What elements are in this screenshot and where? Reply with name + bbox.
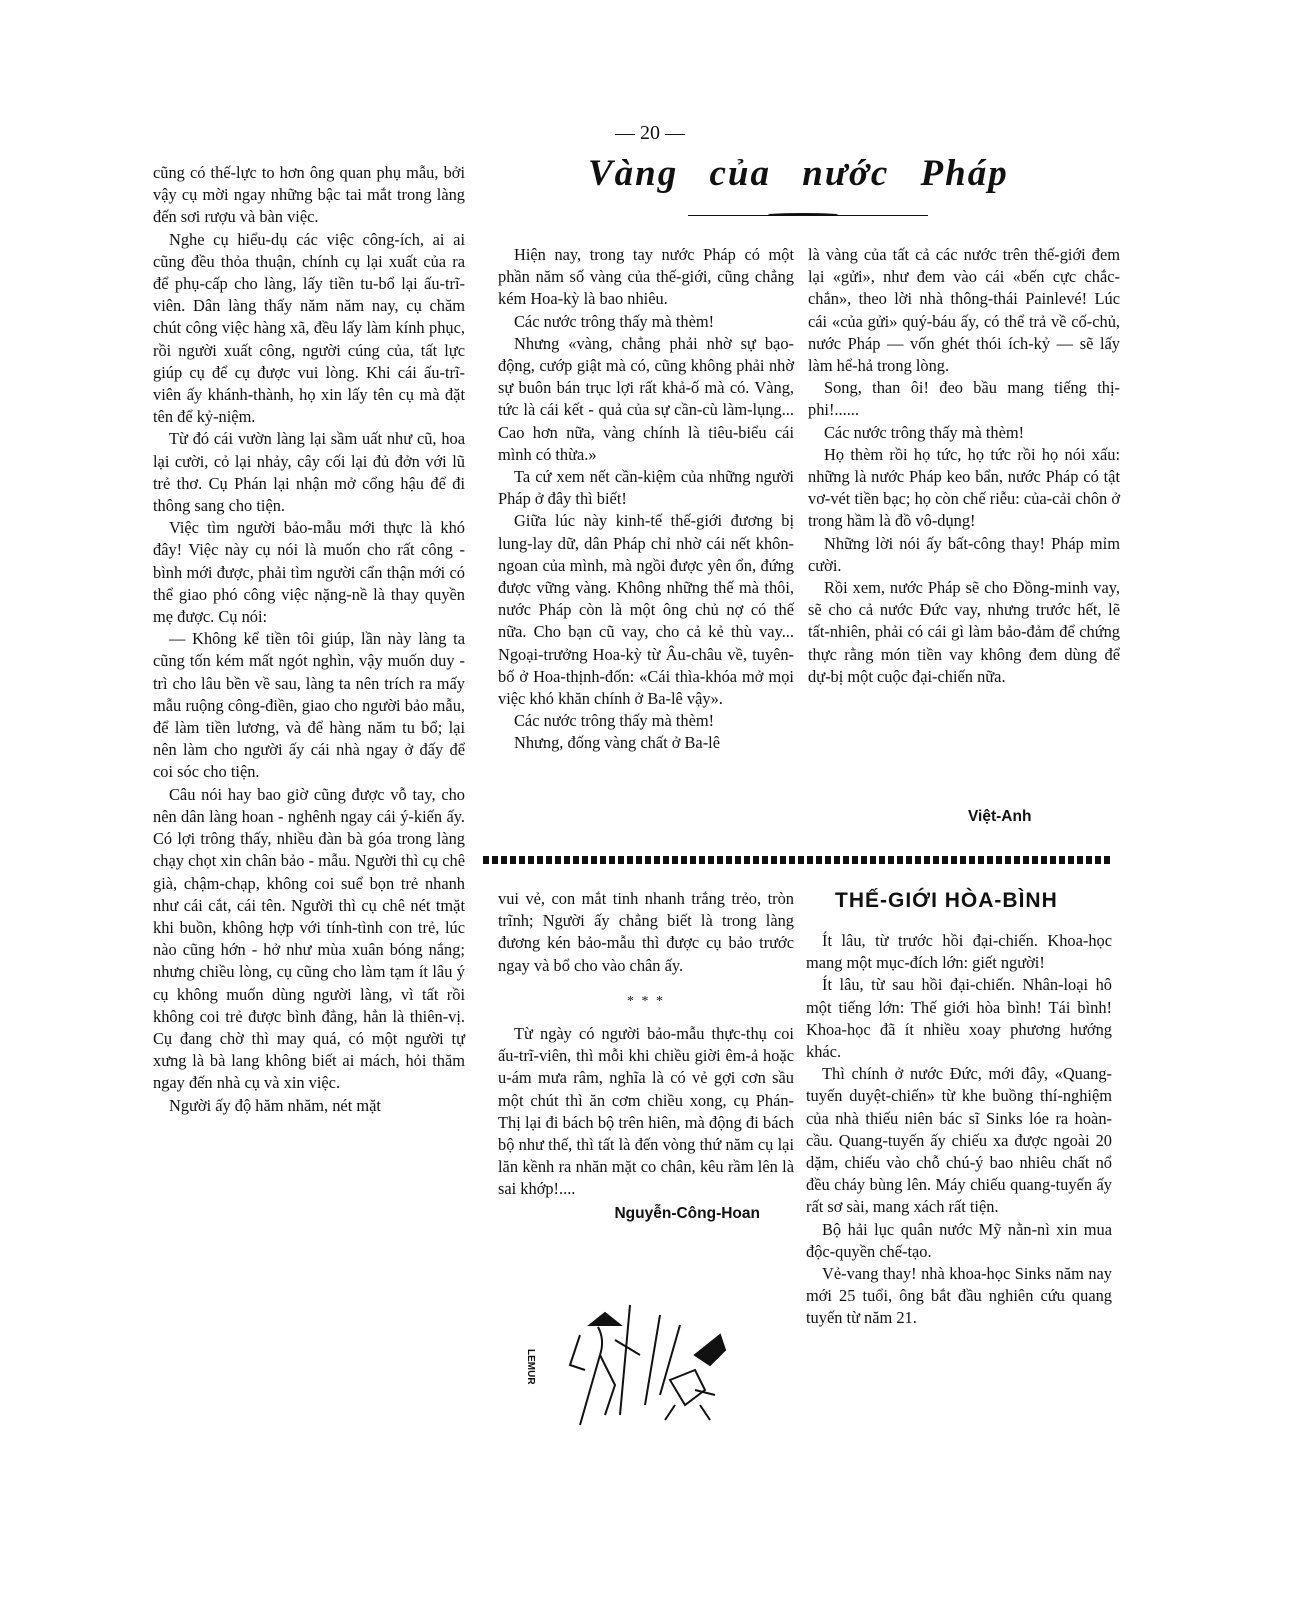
- article-paragraph: Ít lâu, từ trước hồi đại-chiến. Khoa-học mang một mục-đích lớn: giết người!: [806, 931, 1112, 973]
- article-paragraph: Các nước trông thấy mà thèm!: [514, 711, 715, 731]
- peace-article-column: [806, 930, 1112, 1330]
- article-paragraph: Ít lâu, từ sau hồi đại-chiến. Nhân-loại hô một tiếng lớn: Thế giới hòa bình! Tái bình! Khoa-học đã ít nhiều xoay phương hướng khác.: [806, 975, 1112, 1062]
- story-paragraph: Câu nói hay bao giờ cũng được vỗ tay, cho nên dân làng hoan - nghênh ngay cái ý-kiến ấy. Có lợi trông thấy, nhiều đàn bà góa trong làng chạy chọt xin chân bảo - mẫu. Người thì cụ chê già, chậm-chạp, không coi suể bọn trẻ nhanh như cái cắt, cái tên. Người thì cụ chê nét tmặt khi buồn, không hợp với tính-tình con trẻ, lúc nào cũng hớn - hở như mùa xuân bóng nắng; nhưng chiều lòng, cụ cũng cho làm tạm ít lâu ý cụ không muốn dùng người làng, vì tất rồi không coi trẻ được bình đẳng, hẳn là thiên-vị. Cụ đang chờ thì may quá, có một người tự xưng là bà lang không biết ai mách, hỏi thăm ngay đến nhà cụ và xin việc.: [153, 784, 465, 1093]
- sketch-signature: LEMUR: [525, 1349, 536, 1385]
- gold-article-column-2: [808, 244, 1120, 688]
- story-paragraph: Từ đó cái vườn làng lại sầm uất như cũ, hoa lại cười, cỏ lại nhảy, cây cối lại đủ đởn với lũ trẻ thơ. Cụ Phán lại nhận mở cổng hậu để đi thông sang cho tiện.: [153, 429, 465, 516]
- article-paragraph: Song, than ôi! đeo bầu mang tiếng thị-phi!......: [808, 378, 1120, 420]
- story-left-column: [153, 162, 465, 1117]
- article-paragraph: Nhưng, đống vàng chất ở Ba-lê: [514, 733, 720, 753]
- page-number: — 20 —: [615, 122, 685, 144]
- story-paragraph: vui vẻ, con mắt tinh nhanh trắng trẻo, tròn trĩnh; Người ấy chẳng biết là trong làng đương kén bảo-mẫu thì được cụ bảo trước ngay và bổ cho vào chân ấy.: [498, 889, 794, 975]
- story-paragraph: Việc tìm người bảo-mẫu mới thực là khó đây! Việc này cụ nói là muốn cho rất công - bình mới được, phải tìm người cẩn thận mới có thể giao phó công việc nặng-nề là thay quyền mẹ được. Cụ nói:: [153, 518, 465, 627]
- article-author-signature: Việt-Anh: [968, 808, 1032, 825]
- article-paragraph: Hiện nay, trong tay nước Pháp có một phần năm số vàng của thế-giới, cũng chẳng kém Hoa-kỳ là bao nhiêu.: [498, 245, 794, 309]
- article-title-gold: Vàng của nước Pháp: [588, 153, 1009, 194]
- star-separator: * * *: [627, 993, 665, 1009]
- article-paragraph: Họ thèm rồi họ tức, họ tức rồi họ nói xấu: những là nước Pháp keo bẩn, nước Pháp có tật vơ-vét tiền bạc; họ còn chế riễu: của-cải chôn ở trong hầm là đồ vô-dụng!: [808, 444, 1120, 531]
- article-paragraph: Ta cứ xem nết cần-kiệm của những người Pháp ở đây thì biết!: [498, 467, 794, 509]
- article-paragraph: Giữa lúc này kinh-tế thế-giới đương bị lung-lay dữ, dân Pháp chỉ nhờ cái nết khôn-ngoan của mình, mà ngồi được yên ổn, đứng được vững vàng. Không những thế mà thôi, nước Pháp còn là một ông chủ nợ có thế nữa. Cho bạn cũ vay, cho cả kẻ thù vay... Ngoại-trưởng Hoa-kỳ từ Âu-châu về, tuyên-bố ở Hoa-thịnh-đốn: «Cái thìa-khóa mở mọi việc khó khăn chính ở Ba-lê vậy».: [498, 511, 794, 709]
- title-ornament-rule: [688, 215, 928, 216]
- peace-article-title: THẾ-GIỚI HÒA-BÌNH: [835, 889, 1058, 912]
- article-paragraph: là vàng của tất cả các nước trên thế-giới đem lại «gửi», như đem vào cái «bến cực chắc-chắn», theo lời nhà thông-thái Painlevé! Lúc cái «của gửi» quý-báu ấy, có thể trả về cố-chủ, nước Pháp — vốn ghét thói ích-kỷ — sẽ lấy làm hể-hả trong lòng.: [808, 245, 1120, 376]
- sketch-drawing: [520, 1295, 750, 1445]
- article-paragraph: Rồi xem, nước Pháp sẽ cho Đồng-minh vay, sẽ cho cả nước Đức vay, nhưng trước hết, lẽ tất-nhiên, phải có cái gì làm bảo-đảm để chứng thực rằng món tiền vay không đem dùng để dự-bị một cuộc đại-chiến nữa.: [808, 578, 1120, 686]
- article-paragraph: Bộ hải lục quân nước Mỹ nằn-nì xin mua độc-quyền chế-tạo.: [806, 1219, 1112, 1261]
- article-paragraph: Vẻ-vang thay! nhà khoa-học Sinks năm nay mới 25 tuổi, ông bắt đầu nghiên cứu quang tuyến từ năm 21.: [806, 1264, 1112, 1328]
- article-paragraph: Các nước trông thấy mà thèm!: [824, 422, 1025, 442]
- story-paragraph: cũng có thế-lực to hơn ông quan phụ mẫu, bởi vậy cụ mời ngay những bậc tai mắt trong làng đến sơi rượu và bàn việc.: [153, 163, 465, 227]
- story-paragraph: Từ ngày có người bảo-mẫu thực-thụ coi ấu-trĩ-viên, thì mỗi khi chiều giời êm-ả hoặc u-ám mưa râm, nghĩa là có vẻ gợi cơn sầu một chút thì ăn cơm chiều xong, cụ Phán-Thị lại đi bách bộ trên hiên, mà động đi bách bộ như thế, thì tất là đến vòng thứ năm cụ lại lăn kềnh ra nhăn mặt co chân, kêu rầm lên là sai khớp!....: [498, 1024, 794, 1199]
- story-author-signature: Nguyễn-Công-Hoan: [614, 1204, 760, 1222]
- story-continuation-column: [498, 888, 794, 1225]
- story-paragraph: Người ấy độ hăm nhăm, nét mặt: [169, 1095, 381, 1115]
- article-paragraph: Các nước trông thấy mà thèm!: [514, 311, 715, 331]
- gold-article-column-1: [498, 244, 794, 755]
- story-paragraph: — Không kể tiền tôi giúp, lần này làng ta cũng tốn kém mất ngót nghìn, vậy muốn duy - trì cho lâu bền về sau, làng ta nên trích ra mấy mẫu ruộng công-điền, giao cho người bảo mẫu, để làm tiền lương, và để hàng năm tu bổ; lại nên làm cho người ấy cái nhà ngay ở đấy để coi sóc cho tiện.: [153, 629, 465, 782]
- illustration-sketch: [520, 1295, 750, 1445]
- article-paragraph: Nhưng «vàng, chẳng phải nhờ sự bạo-động, cướp giật mà có, cũng không phải nhờ sự buôn bán trục lợi rất khả-ố mà có. Vàng, tức là cái kết - quả của sự cần-cù làm-lụng... Cao hơn nữa, vàng chính là tiêu-biểu cái mình có thừa.»: [498, 333, 794, 464]
- article-paragraph: Những lời nói ấy bất-công thay! Pháp mỉm cười.: [808, 533, 1120, 575]
- section-divider: [483, 856, 1113, 864]
- article-paragraph: Thì chính ở nước Đức, mới đây, «Quang-tuyến duyệt-chiến» từ khe buồng thí-nghiệm của nhà thiếu niên bác sĩ Sinks lóe ra hoàn-cầu. Quang-tuyến ấy chiếu xa được ngoài 20 dặm, chiếu vào chỗ chú-ý bao nhiêu chất nổ đều cháy bùng lên. Máy chiếu quang-tuyến ấy rất sơ sài, mang xách rất tiện.: [806, 1064, 1112, 1217]
- story-paragraph: Nghe cụ hiểu-dụ các việc công-ích, ai ai cũng đều thỏa thuận, chính cụ lại xuất của ra để phụ-cấp cho làng, lấy tiền tu-bổ lại ấu-trĩ-viên. Dân làng thấy năm năm nay, cụ chăm chút công việc hàng xã, đều lấy làm kính phục, rồi người xuất công, người cúng của, tất lực giúp cụ để cụ được vui lòng. Khi cái ấu-trĩ-viên ấy khánh-thành, họ xin lấy tên cụ mà đặt tên để kỷ-niệm.: [153, 229, 465, 427]
